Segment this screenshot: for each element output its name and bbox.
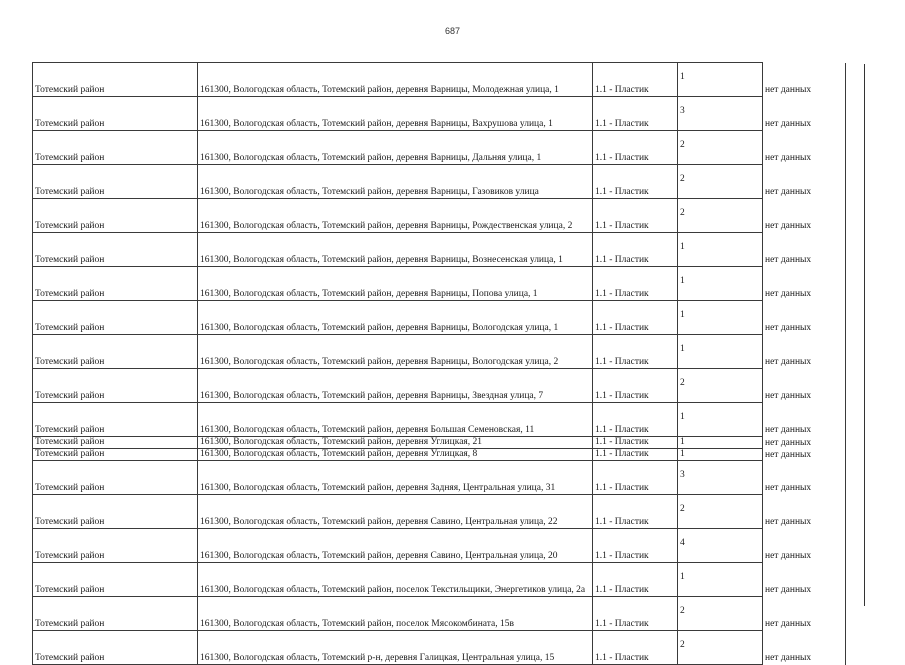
address-cell: 161300, Вологодская область, Тотемский район, деревня Варницы, Вознесенская улица, 1 [198, 233, 593, 267]
address-cell: 161300, Вологодская область, Тотемский район, деревня Варницы, Вологодская улица, 2 [198, 335, 593, 369]
table-row [33, 437, 846, 449]
material-cell: 1.1 - Пластик [593, 461, 678, 495]
table-row [33, 233, 846, 267]
address-cell: 161300, Вологодская область, Тотемский район, деревня Варницы, Вологодская улица, 1 [198, 301, 593, 335]
count-cell: 1 [678, 335, 763, 369]
note-cell: нет данных [763, 131, 846, 165]
table-row [33, 267, 846, 301]
registry-table [32, 62, 846, 665]
count-cell: 2 [678, 369, 763, 403]
material-cell: 1.1 - Пластик [593, 597, 678, 631]
note-cell: нет данных [763, 63, 846, 97]
page-number: 687 [444, 26, 461, 36]
count-cell: 1 [678, 403, 763, 437]
material-cell: 1.1 - Пластик [593, 301, 678, 335]
table-row [33, 403, 846, 437]
district-cell: Тотемский район [33, 131, 198, 165]
table-row [33, 131, 846, 165]
address-cell: 161300, Вологодская область, Тотемский р-н, деревня Галицкая, Центральная улица, 15 [198, 631, 593, 665]
registry-table-body [33, 63, 846, 665]
count-cell: 1 [678, 301, 763, 335]
table-row [33, 335, 846, 369]
district-cell: Тотемский район [33, 335, 198, 369]
table-row [33, 97, 846, 131]
count-cell: 1 [678, 267, 763, 301]
address-cell: 161300, Вологодская область, Тотемский район, деревня Варницы, Вахрушова улица, 1 [198, 97, 593, 131]
address-cell: 161300, Вологодская область, Тотемский район, поселок Текстильщики, Энергетиков улица, 2а [198, 563, 593, 597]
note-cell: нет данных [763, 529, 846, 563]
district-cell: Тотемский район [33, 437, 198, 449]
address-cell: 161300, Вологодская область, Тотемский район, деревня Большая Семеновская, 11 [198, 403, 593, 437]
material-cell: 1.1 - Пластик [593, 165, 678, 199]
address-cell: 161300, Вологодская область, Тотемский район, деревня Варницы, Дальняя улица, 1 [198, 131, 593, 165]
address-cell: 161300, Вологодская область, Тотемский район, поселок Мясокомбината, 15в [198, 597, 593, 631]
note-cell: нет данных [763, 631, 846, 665]
right-margin-rule [864, 64, 865, 606]
material-cell: 1.1 - Пластик [593, 233, 678, 267]
district-cell: Тотемский район [33, 63, 198, 97]
address-cell: 161300, Вологодская область, Тотемский район, деревня Варницы, Попова улица, 1 [198, 267, 593, 301]
count-cell: 1 [678, 563, 763, 597]
district-cell: Тотемский район [33, 449, 198, 461]
address-cell: 161300, Вологодская область, Тотемский район, деревня Савино, Центральная улица, 22 [198, 495, 593, 529]
count-cell: 4 [678, 529, 763, 563]
address-cell: 161300, Вологодская область, Тотемский район, деревня Савино, Центральная улица, 20 [198, 529, 593, 563]
note-cell: нет данных [763, 495, 846, 529]
district-cell: Тотемский район [33, 233, 198, 267]
district-cell: Тотемский район [33, 403, 198, 437]
table-row [33, 369, 846, 403]
district-cell: Тотемский район [33, 461, 198, 495]
district-cell: Тотемский район [33, 631, 198, 665]
table-row [33, 449, 846, 461]
material-cell: 1.1 - Пластик [593, 449, 678, 461]
note-cell: нет данных [763, 301, 846, 335]
table-row [33, 597, 846, 631]
material-cell: 1.1 - Пластик [593, 403, 678, 437]
count-cell: 2 [678, 199, 763, 233]
district-cell: Тотемский район [33, 267, 198, 301]
note-cell: нет данных [763, 403, 846, 437]
district-cell: Тотемский район [33, 495, 198, 529]
material-cell: 1.1 - Пластик [593, 529, 678, 563]
district-cell: Тотемский район [33, 165, 198, 199]
note-cell: нет данных [763, 461, 846, 495]
material-cell: 1.1 - Пластик [593, 437, 678, 449]
address-cell: 161300, Вологодская область, Тотемский район, деревня Задняя, Центральная улица, 31 [198, 461, 593, 495]
note-cell: нет данных [763, 97, 846, 131]
address-cell: 161300, Вологодская область, Тотемский район, деревня Варницы, Звездная улица, 7 [198, 369, 593, 403]
table-row [33, 301, 846, 335]
note-cell: нет данных [763, 165, 846, 199]
table-row [33, 529, 846, 563]
material-cell: 1.1 - Пластик [593, 495, 678, 529]
district-cell: Тотемский район [33, 369, 198, 403]
material-cell: 1.1 - Пластик [593, 63, 678, 97]
note-cell: нет данных [763, 563, 846, 597]
material-cell: 1.1 - Пластик [593, 97, 678, 131]
district-cell: Тотемский район [33, 597, 198, 631]
table-row [33, 563, 846, 597]
table-row [33, 631, 846, 665]
district-cell: Тотемский район [33, 97, 198, 131]
count-cell: 2 [678, 597, 763, 631]
note-cell: нет данных [763, 369, 846, 403]
note-cell: нет данных [763, 437, 846, 449]
table-row [33, 495, 846, 529]
address-cell: 161300, Вологодская область, Тотемский район, деревня Углицкая, 8 [198, 449, 593, 461]
count-cell: 3 [678, 461, 763, 495]
material-cell: 1.1 - Пластик [593, 131, 678, 165]
count-cell: 2 [678, 165, 763, 199]
address-cell: 161300, Вологодская область, Тотемский район, деревня Варницы, Молодежная улица, 1 [198, 63, 593, 97]
count-cell: 1 [678, 449, 763, 461]
table-row [33, 199, 846, 233]
count-cell: 2 [678, 131, 763, 165]
count-cell: 3 [678, 97, 763, 131]
district-cell: Тотемский район [33, 563, 198, 597]
table-row [33, 461, 846, 495]
note-cell: нет данных [763, 335, 846, 369]
note-cell: нет данных [763, 267, 846, 301]
table-row [33, 165, 846, 199]
material-cell: 1.1 - Пластик [593, 267, 678, 301]
address-cell: 161300, Вологодская область, Тотемский район, деревня Углицкая, 21 [198, 437, 593, 449]
material-cell: 1.1 - Пластик [593, 369, 678, 403]
material-cell: 1.1 - Пластик [593, 563, 678, 597]
address-cell: 161300, Вологодская область, Тотемский район, деревня Варницы, Рождественская улица, 2 [198, 199, 593, 233]
note-cell: нет данных [763, 233, 846, 267]
count-cell: 1 [678, 233, 763, 267]
address-cell: 161300, Вологодская область, Тотемский район, деревня Варницы, Газовиков улица [198, 165, 593, 199]
count-cell: 2 [678, 495, 763, 529]
count-cell: 1 [678, 63, 763, 97]
note-cell: нет данных [763, 449, 846, 461]
material-cell: 1.1 - Пластик [593, 631, 678, 665]
note-cell: нет данных [763, 199, 846, 233]
count-cell: 2 [678, 631, 763, 665]
material-cell: 1.1 - Пластик [593, 199, 678, 233]
district-cell: Тотемский район [33, 199, 198, 233]
district-cell: Тотемский район [33, 529, 198, 563]
count-cell: 1 [678, 437, 763, 449]
table-row [33, 63, 846, 97]
note-cell: нет данных [763, 597, 846, 631]
material-cell: 1.1 - Пластик [593, 335, 678, 369]
district-cell: Тотемский район [33, 301, 198, 335]
